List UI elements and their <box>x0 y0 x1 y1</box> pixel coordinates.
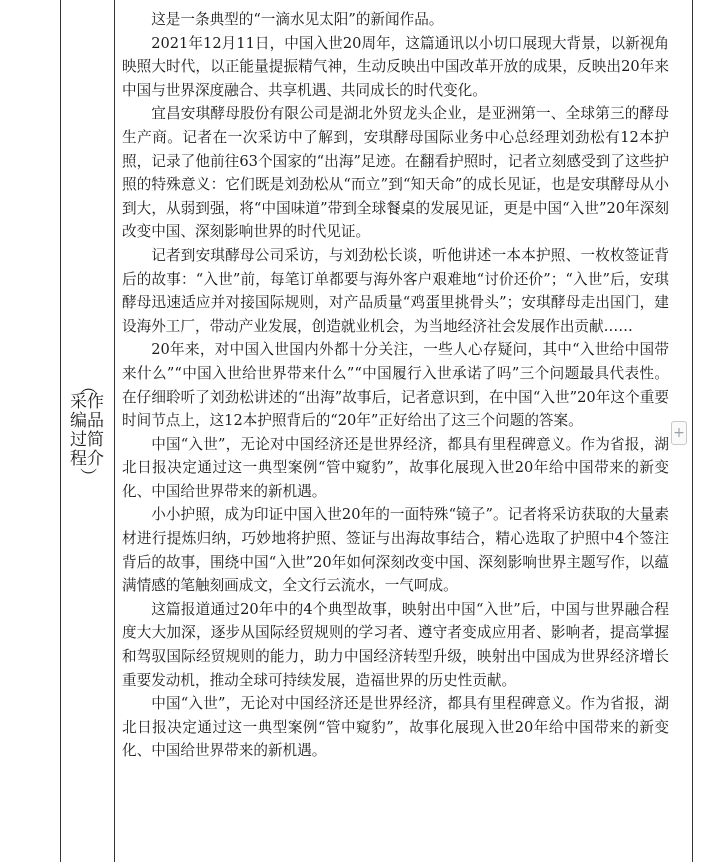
paragraph-6: 中国“入世”，无论对中国经济还是世界经济，都具有里程碑意义。作为省报，湖北日报决定通过这一典型案例“管中窥豹”，故事化展现入世20年给中国带来的新变化、中国给世界带来的新机遇。 <box>122 435 669 500</box>
label-open-paren: （ <box>77 377 97 395</box>
label-line-1: 采作 <box>70 392 104 412</box>
paragraph-2: 2021年12月11日，中国入世20周年，这篇通讯以小切口展现大背景，以新视角映照大时代，以正能量提振精气神，生动反映出中国改革开放的成果，反映出20年来中国与世界深度融合、共享机遇、共同成长的时代变化。 <box>122 34 669 99</box>
label-line-3: 过简 <box>70 430 104 450</box>
label-close-paren: ） <box>77 467 97 485</box>
label-line-4: 程介 <box>70 449 104 469</box>
column-divider <box>114 0 115 862</box>
paragraph-9: 中国“入世”，无论对中国经济还是世界经济，都具有里程碑意义。作为省报，湖北日报决定通过这一典型案例“管中窥豹”，故事化展现入世20年给中国带来的新变化、中国给世界带来的新机遇。 <box>122 695 669 760</box>
paragraph-8: 这篇报道通过20年中的4个典型故事，映射出中国“入世”后，中国与世界融合程度大大加深，逐步从国际经贸规则的学习者、遵守者变成应用者、影响者，提高掌握和驾驭国际经贸规则的能力，助力中国经济转型升级，映射出中国成为世界经济增长重要发动机，推动全球可持续发展，造福世界的历史性贡献。 <box>122 600 669 689</box>
paragraph-3: 宜昌安琪酵母股份有限公司是湖北外贸龙头企业，是亚洲第一、全球第三的酵母生产商。记者在一次采访中了解到，安琪酵母国际业务中心总经理刘劲松有12本护照，记录了他前往63个国家的“出海”足迹。在翻看护照时，记者立刻感受到了这些护照的特殊意义：它们既是刘劲松从“而立”到“知天命”的成长见证，也是安琪酵母从小到大，从弱到强，将“中国味道”带到全球餐桌的发展见证，更是中国“入世”20年深刻改变中国、深刻影响世界的时代见证。 <box>122 105 669 241</box>
content-cell <box>122 8 669 763</box>
label-line-2: 编品 <box>70 411 104 431</box>
paragraph-4: 记者到安琪酵母公司采访，与刘劲松长谈，听他讲述一本本护照、一枚枚签证背后的故事：“入世”前，每笔订单都要与海外客户艰难地“讨价还价”；“入世”后，安琪酵母迅速适应并对接国际规则，对产品质量“鸡蛋里挑骨头”；安琪酵母走出国门，建设海外工厂，带动产业发展，创造就业机会，为当地经济社会发展作出贡献…… <box>122 246 669 335</box>
paragraph-5: 20年来，对中国入世国内外都十分关注，一些人心存疑问，其中“入世给中国带来什么”“中国入世给世界带来什么”“中国履行入世承诺了吗”三个问题最具代表性。在仔细聆听了刘劲松讲述的“出海”故事后，记者意识到，在中国“入世”20年这个重要时间节点上，这12本护照背后的“20年”正好给出了这三个问题的答案。 <box>122 341 669 430</box>
row-label <box>67 356 107 506</box>
add-row-button[interactable]: + <box>671 421 687 445</box>
paragraph-7: 小小护照，成为印证中国入世20年的一面特殊“镜子”。记者将采访获取的大量素材进行提炼归纳，巧妙地将护照、签证与出海故事结合，精心选取了护照中4个签注背后的故事，围绕中国“入世”20年如何深刻改变中国、深刻影响世界主题写作，以蕴满情感的笔触刻画成文，全文行云流水，一气呵成。 <box>122 506 669 595</box>
paragraph-1: 这是一条典型的“一滴水见太阳”的新闻作品。 <box>151 11 444 28</box>
row-label-cell <box>60 0 114 862</box>
row-label-text <box>67 379 107 483</box>
